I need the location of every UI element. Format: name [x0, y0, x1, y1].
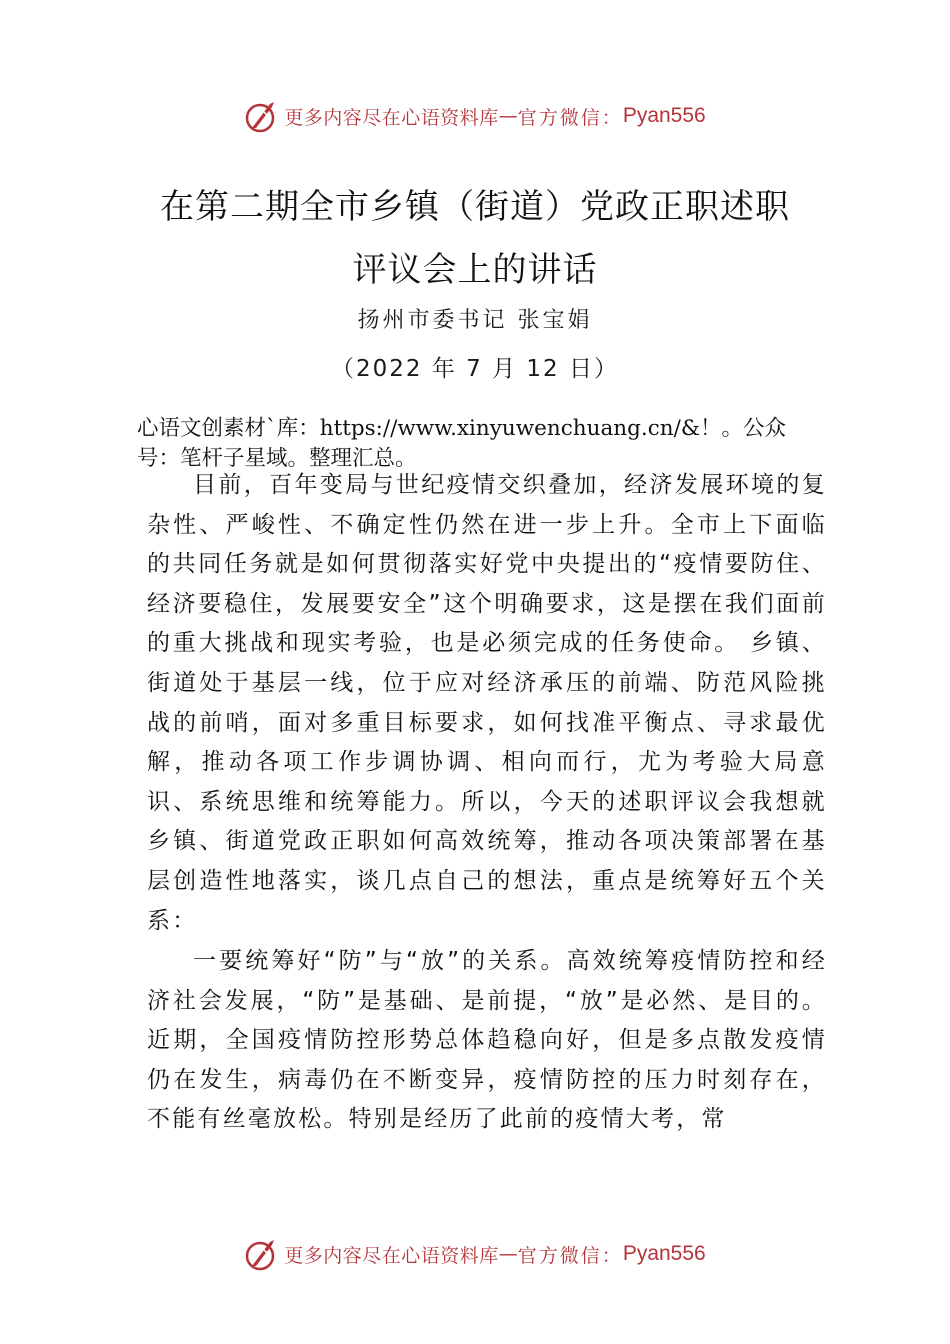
- header-banner: [0, 94, 950, 138]
- document-date: （2022 年 7 月 12 日）: [331, 356, 619, 382]
- banner-text: 更多内容尽在心语资料库: [284, 106, 499, 129]
- footer-banner: [0, 1232, 950, 1276]
- quill-pen-logo-icon: [244, 98, 280, 134]
- banner-wechat-label: 官方微信：: [517, 1244, 623, 1267]
- body-paragraph-1: 目前，百年变局与世纪疫情交织叠加，经济发展环境的复杂性、严峻性、不确定性仍然在进一步上升。全市上下面临的共同任务就是如何贯彻落实好党中央提出的“疫情要防住、经济要稳住，发展要安全”这个明确要求，这是摆在我们面前的重大挑战和现实考验，也是必须完成的任务使命。 乡镇、街道处于基层一线，位于应对经济承压的前端、防范风险挑战的前哨，面对多重目标要求，如何找准平衡点、寻求最优解，推动各项工作步调协调、相向而行，尤为考验大局意识、系统思维和统筹能力。所以，今天的述职评议会我想就乡镇、街道党政正职如何高效统筹，推动各项决策部署在基层创造性地落实，谈几点自己的想法，重点是统筹好五个关系：: [147, 472, 827, 934]
- banner-wechat-id: Pyan556: [622, 1242, 706, 1265]
- banner-wechat-id: Pyan556: [622, 104, 706, 127]
- body-paragraph-2: 一要统筹好“防”与“放”的关系。高效统筹疫情防控和经济社会发展，“防”是基础、是前提，“放”是必然、是目的。近期，全国疫情防控形势总体趋稳向好，但是多点散发疫情仍在发生，病毒仍在不断变异，疫情防控的压力时刻存在，不能有丝毫放松。特别是经历了此前的疫情大考，常: [147, 948, 827, 1133]
- document-author: 扬州市委书记 张宝娟: [357, 308, 593, 333]
- banner-separator: —: [498, 105, 518, 127]
- banner-separator: —: [498, 1243, 518, 1265]
- banner-text: 更多内容尽在心语资料库: [284, 1244, 499, 1267]
- banner-wechat-label: 官方微信：: [517, 106, 623, 129]
- quill-pen-logo-icon: [244, 1236, 280, 1272]
- document-title-line1: 在第二期全市乡镇（街道）党政正职述职: [160, 187, 790, 227]
- document-title-line2: 评议会上的讲话: [352, 250, 598, 290]
- source-note: 心语文创素材`库：https://www.xinyuwenchuang.cn/&！。公众号：笔杆子星域。整理汇总。: [137, 416, 786, 471]
